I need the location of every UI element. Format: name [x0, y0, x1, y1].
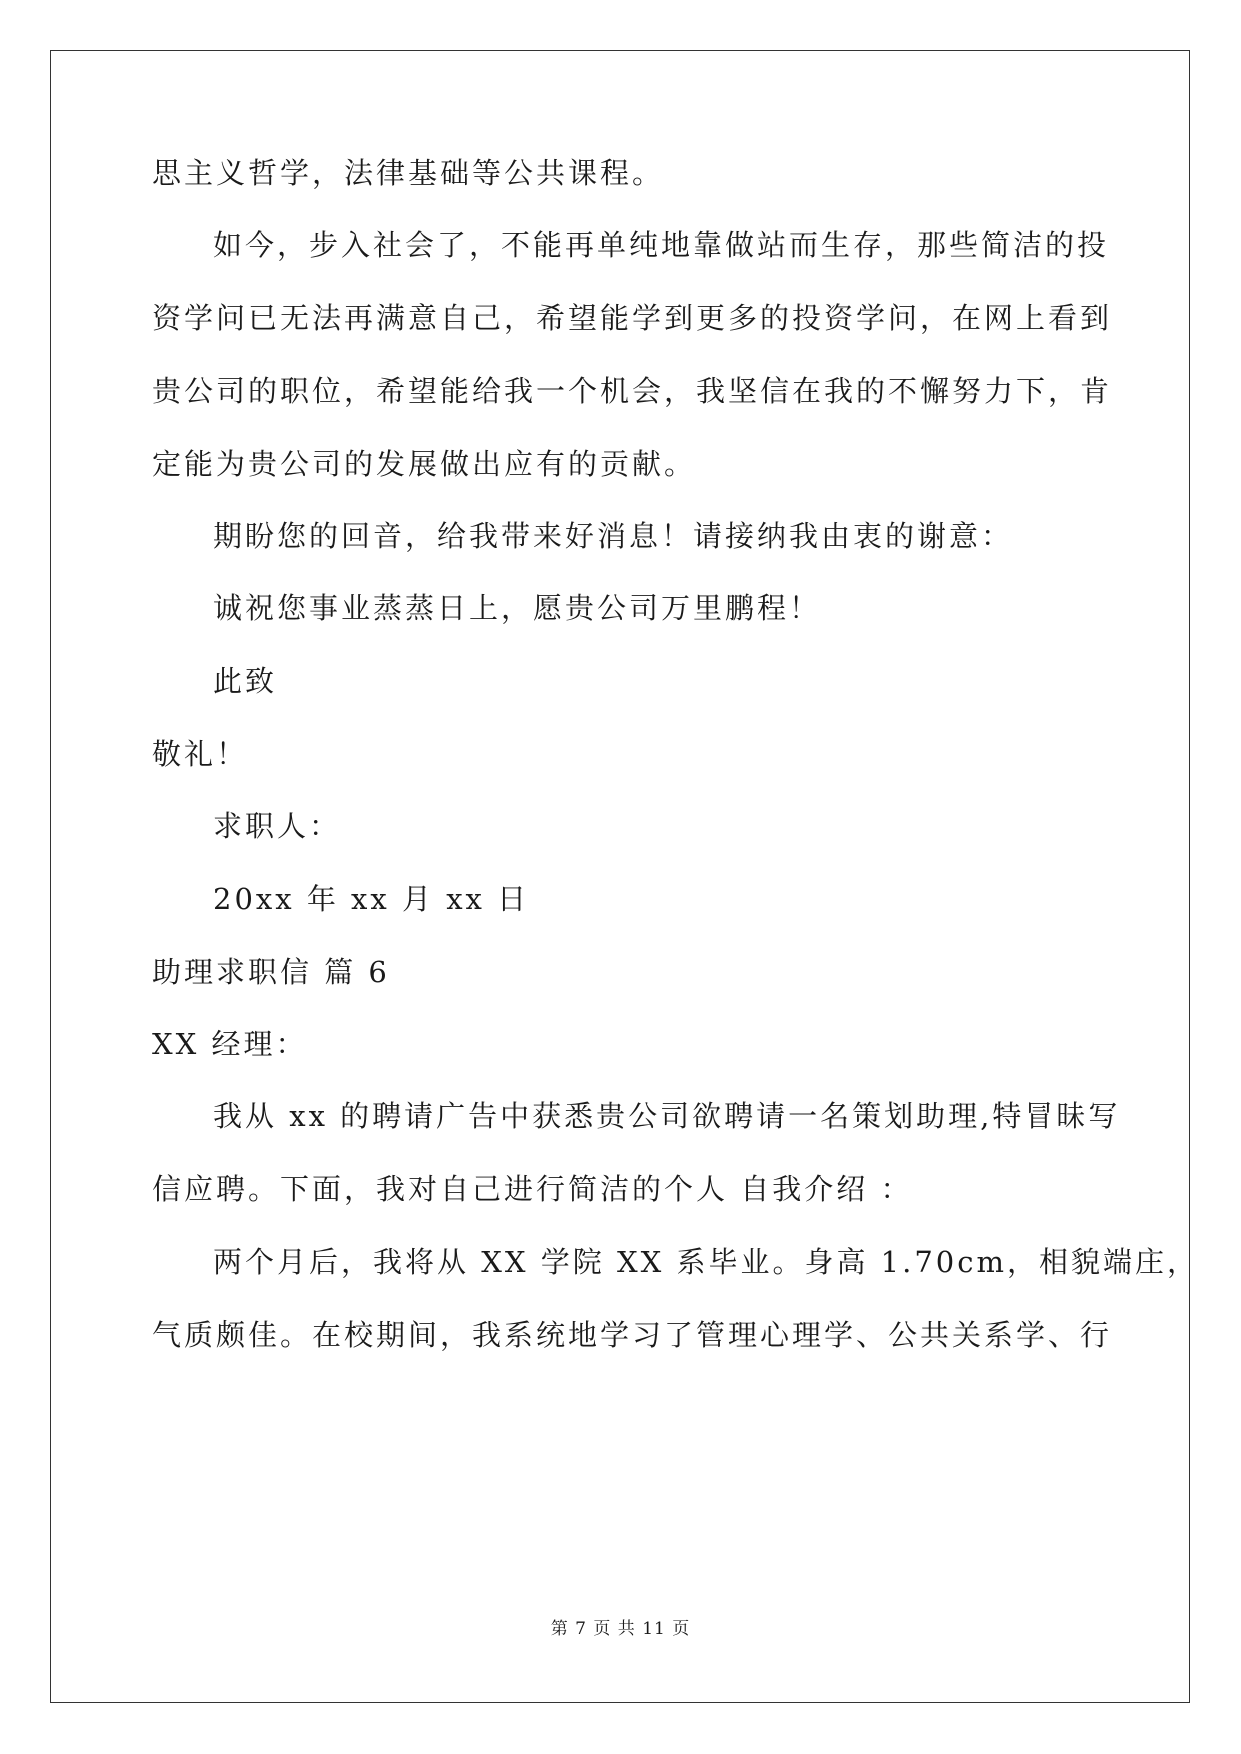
- body-line: 资学问已无法再满意自己，希望能学到更多的投资学问，在网上看到: [152, 301, 1113, 335]
- section-heading: 助理求职信 篇 6: [152, 955, 390, 989]
- page-border: [50, 50, 1190, 1703]
- body-line: 如今，步入社会了，不能再单纯地靠做站而生存，那些简洁的投: [213, 228, 1110, 262]
- page-number-footer: 第 7 页 共 11 页: [550, 1619, 691, 1639]
- body-line: 期盼您的回音，给我带来好消息！请接纳我由衷的谢意：: [213, 519, 1014, 553]
- body-line: 定能为贵公司的发展做出应有的贡献。: [152, 447, 697, 481]
- body-line: 两个月后，我将从 XX 学院 XX 系毕业。身高 1.70cm，相貌端庄，: [213, 1245, 1199, 1279]
- body-line: 我从 xx 的聘请广告中获悉贵公司欲聘请一名策划助理,特冒昧写: [213, 1099, 1121, 1133]
- body-line: 气质颇佳。在校期间，我系统地学习了管理心理学、公共关系学、行: [152, 1318, 1113, 1352]
- body-line: 此致: [213, 664, 278, 698]
- body-line: 敬礼！: [152, 737, 249, 771]
- body-line: 贵公司的职位，希望能给我一个机会，我坚信在我的不懈努力下，肯: [152, 374, 1113, 408]
- body-line: 诚祝您事业蒸蒸日上，愿贵公司万里鹏程！: [213, 591, 822, 625]
- body-line: 思主义哲学，法律基础等公共课程。: [152, 156, 665, 190]
- body-line: 求职人：: [213, 809, 342, 843]
- body-line: 信应聘。下面，我对自己进行简洁的个人 自我介绍 ：: [152, 1172, 913, 1206]
- body-line: XX 经理：: [152, 1027, 308, 1061]
- body-line: 20xx 年 xx 月 xx 日: [213, 882, 530, 916]
